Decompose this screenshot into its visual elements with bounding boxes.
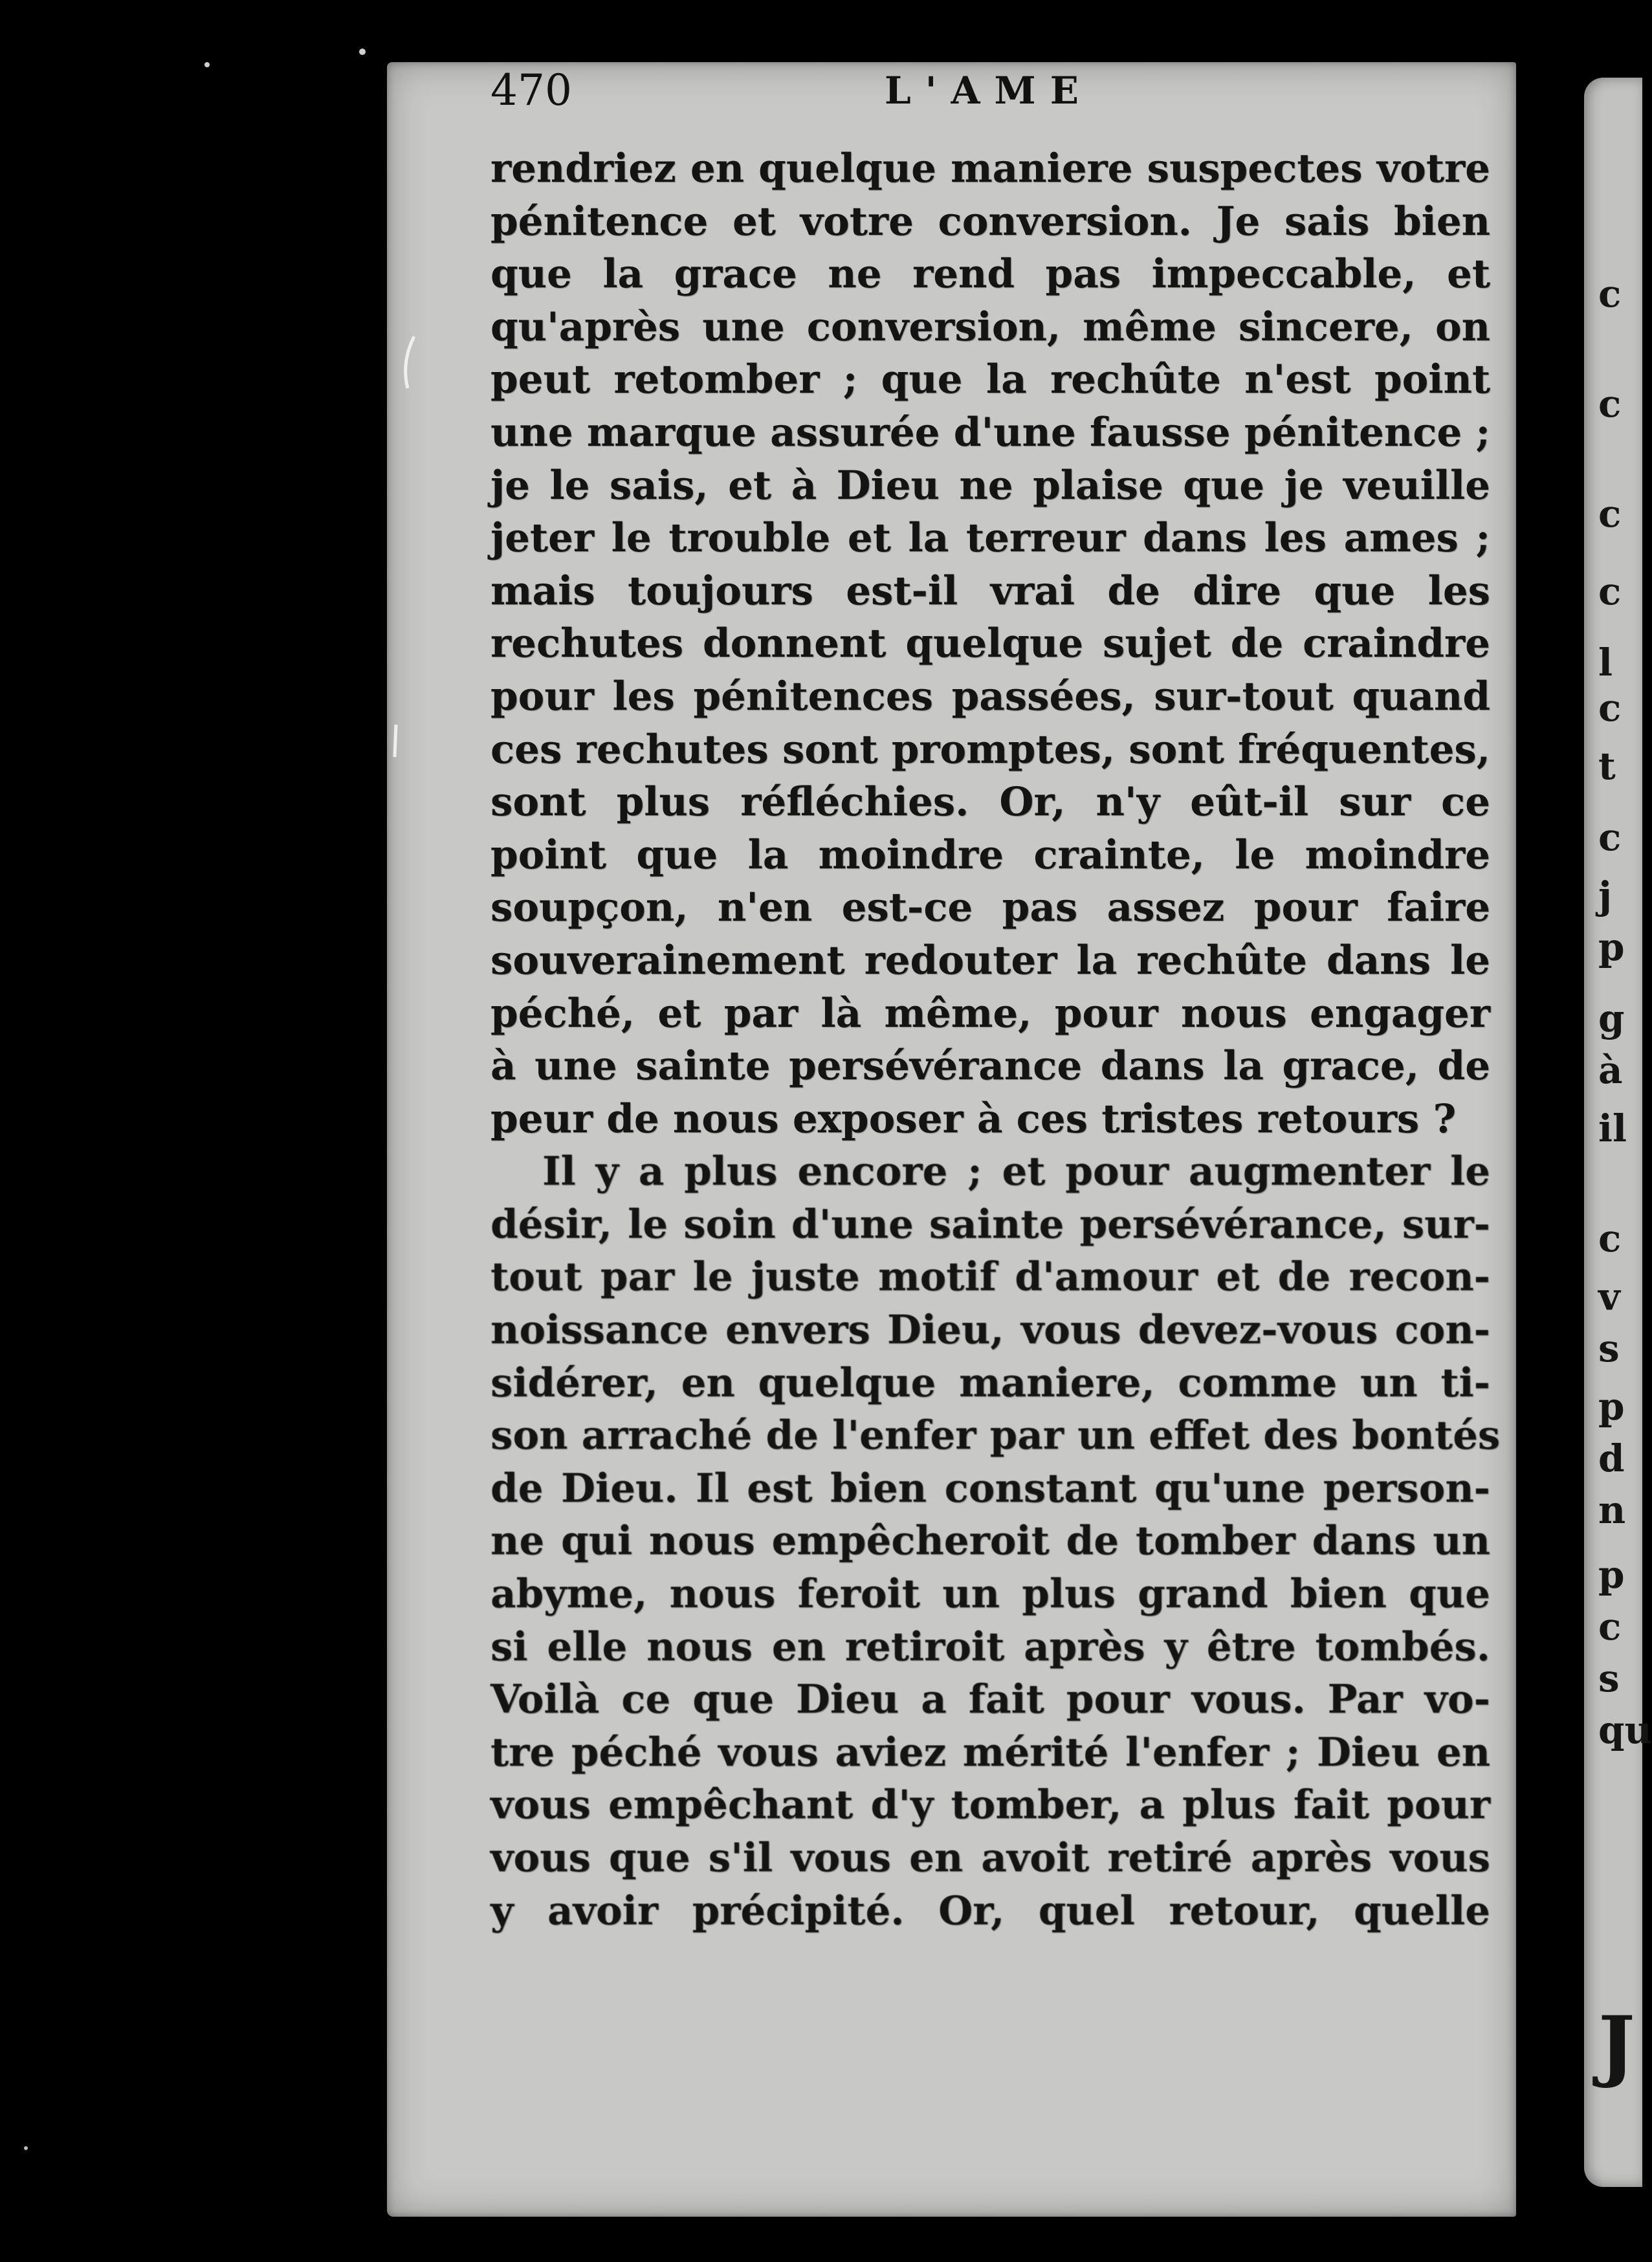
- fragment-letter: qu: [1598, 1708, 1652, 1752]
- text-line: son arraché de l'enfer par un effet des bontés: [490, 1412, 1501, 1459]
- fragment-letter: g: [1598, 996, 1625, 1040]
- text-line: qu'après une conversion, même sincere, on: [490, 303, 1490, 350]
- text-line: abyme, nous feroit un plus grand bien que: [490, 1571, 1490, 1618]
- fragment-letter: s: [1598, 1656, 1620, 1700]
- page-number: 470: [490, 65, 572, 115]
- fragment-letter: p: [1598, 1553, 1625, 1597]
- text-line: y avoir précipité. Or, quel retour, quelle: [490, 1887, 1490, 1934]
- text-line: que la grace ne rend pas impeccable, et: [490, 251, 1490, 298]
- text-line: point que la moindre crainte, le moindre: [490, 831, 1490, 878]
- book-page-right-edge: [1584, 78, 1652, 2187]
- text-line: Il y a plus encore ; et pour augmenter le: [542, 1148, 1490, 1195]
- text-line: pénitence et votre conversion. Je sais bien: [490, 198, 1490, 245]
- text-line: sont plus réfléchies. Or, n'y eût-il sur ce: [490, 779, 1490, 826]
- fragment-letter: c: [1598, 686, 1622, 730]
- fragment-letter: c: [1598, 272, 1622, 316]
- text-line: vous que s'il vous en avoit retiré après vous: [490, 1835, 1490, 1881]
- scan-speck: [24, 2146, 28, 2150]
- text-line: désir, le soin d'une sainte persévérance, sur-: [490, 1201, 1490, 1247]
- body-text: [490, 142, 1501, 1937]
- text-line: sidérer, en quelque maniere, comme un ti-: [490, 1359, 1490, 1406]
- fragment-letter: s: [1598, 1326, 1620, 1370]
- fragment-letter: p: [1598, 925, 1625, 969]
- fragment-letter: à: [1598, 1048, 1623, 1092]
- fragment-letter: J: [1598, 1999, 1635, 2091]
- running-title: L'AME: [885, 69, 1093, 113]
- text-line: pour les pénitences passées, sur-tout quand: [490, 673, 1490, 719]
- text-line: peur de nous exposer à ces tristes retours ?: [490, 1095, 1457, 1142]
- scan-speck: [204, 62, 210, 67]
- text-line: tre péché vous aviez mérité l'enfer ; Dieu en: [490, 1729, 1490, 1775]
- text-line: si elle nous en retiroit après y être tombés.: [490, 1623, 1490, 1670]
- fragment-letter: c: [1598, 382, 1622, 426]
- fragment-letter: c: [1598, 1216, 1622, 1260]
- text-line: une marque assurée d'une fausse pénitence ;: [490, 409, 1490, 456]
- fragment-letter: c: [1598, 569, 1622, 613]
- text-line: Voilà ce que Dieu a fait pour vous. Par vo-: [490, 1676, 1490, 1723]
- fragment-letter: c: [1598, 815, 1622, 859]
- text-line: péché, et par là même, pour nous engager: [490, 990, 1490, 1037]
- text-line: vous empêchant d'y tomber, a plus fait pour: [490, 1782, 1490, 1828]
- fragment-letter: il: [1598, 1106, 1627, 1150]
- fragment-letter: c: [1598, 492, 1622, 536]
- text-line: peut retomber ; que la rechûte n'est point: [490, 357, 1490, 403]
- text-line: je le sais, et à Dieu ne plaise que je veuille: [490, 462, 1490, 509]
- text-line: à une sainte persévérance dans la grace, de: [490, 1043, 1490, 1090]
- text-line: ne qui nous empêcheroit de tomber dans un: [490, 1518, 1490, 1565]
- scan-speck: [359, 49, 366, 55]
- fragment-letter: t: [1598, 744, 1616, 788]
- book-page-left: [387, 62, 1516, 2217]
- text-line: mais toujours est-il vrai de dire que les: [490, 567, 1490, 614]
- text-line: de Dieu. Il est bien constant qu'une person-: [490, 1465, 1490, 1511]
- text-line: tout par le juste motif d'amour et de recon-: [490, 1254, 1490, 1301]
- running-head: [490, 62, 1487, 127]
- fragment-letter: v: [1598, 1275, 1620, 1319]
- text-line: rendriez en quelque maniere suspectes votre: [490, 146, 1490, 192]
- fragment-letter: j: [1598, 873, 1612, 917]
- fragment-letter: n: [1598, 1488, 1626, 1532]
- text-line: rechutes donnent quelque sujet de craindre: [490, 620, 1490, 667]
- text-line: jeter le trouble et la terreur dans les ames ;: [490, 515, 1490, 562]
- fragment-letter: d: [1598, 1436, 1625, 1480]
- fragment-letter: l: [1598, 641, 1613, 685]
- fragment-letter: c: [1598, 1605, 1622, 1649]
- fragment-letter: p: [1598, 1385, 1625, 1429]
- text-line: ces rechutes sont promptes, sont fréquentes,: [490, 726, 1490, 773]
- text-line: souverainement redouter la rechûte dans le: [490, 937, 1490, 983]
- text-line: noissance envers Dieu, vous devez-vous con-: [490, 1307, 1490, 1354]
- text-line: soupçon, n'en est-ce pas assez pour faire: [490, 884, 1490, 931]
